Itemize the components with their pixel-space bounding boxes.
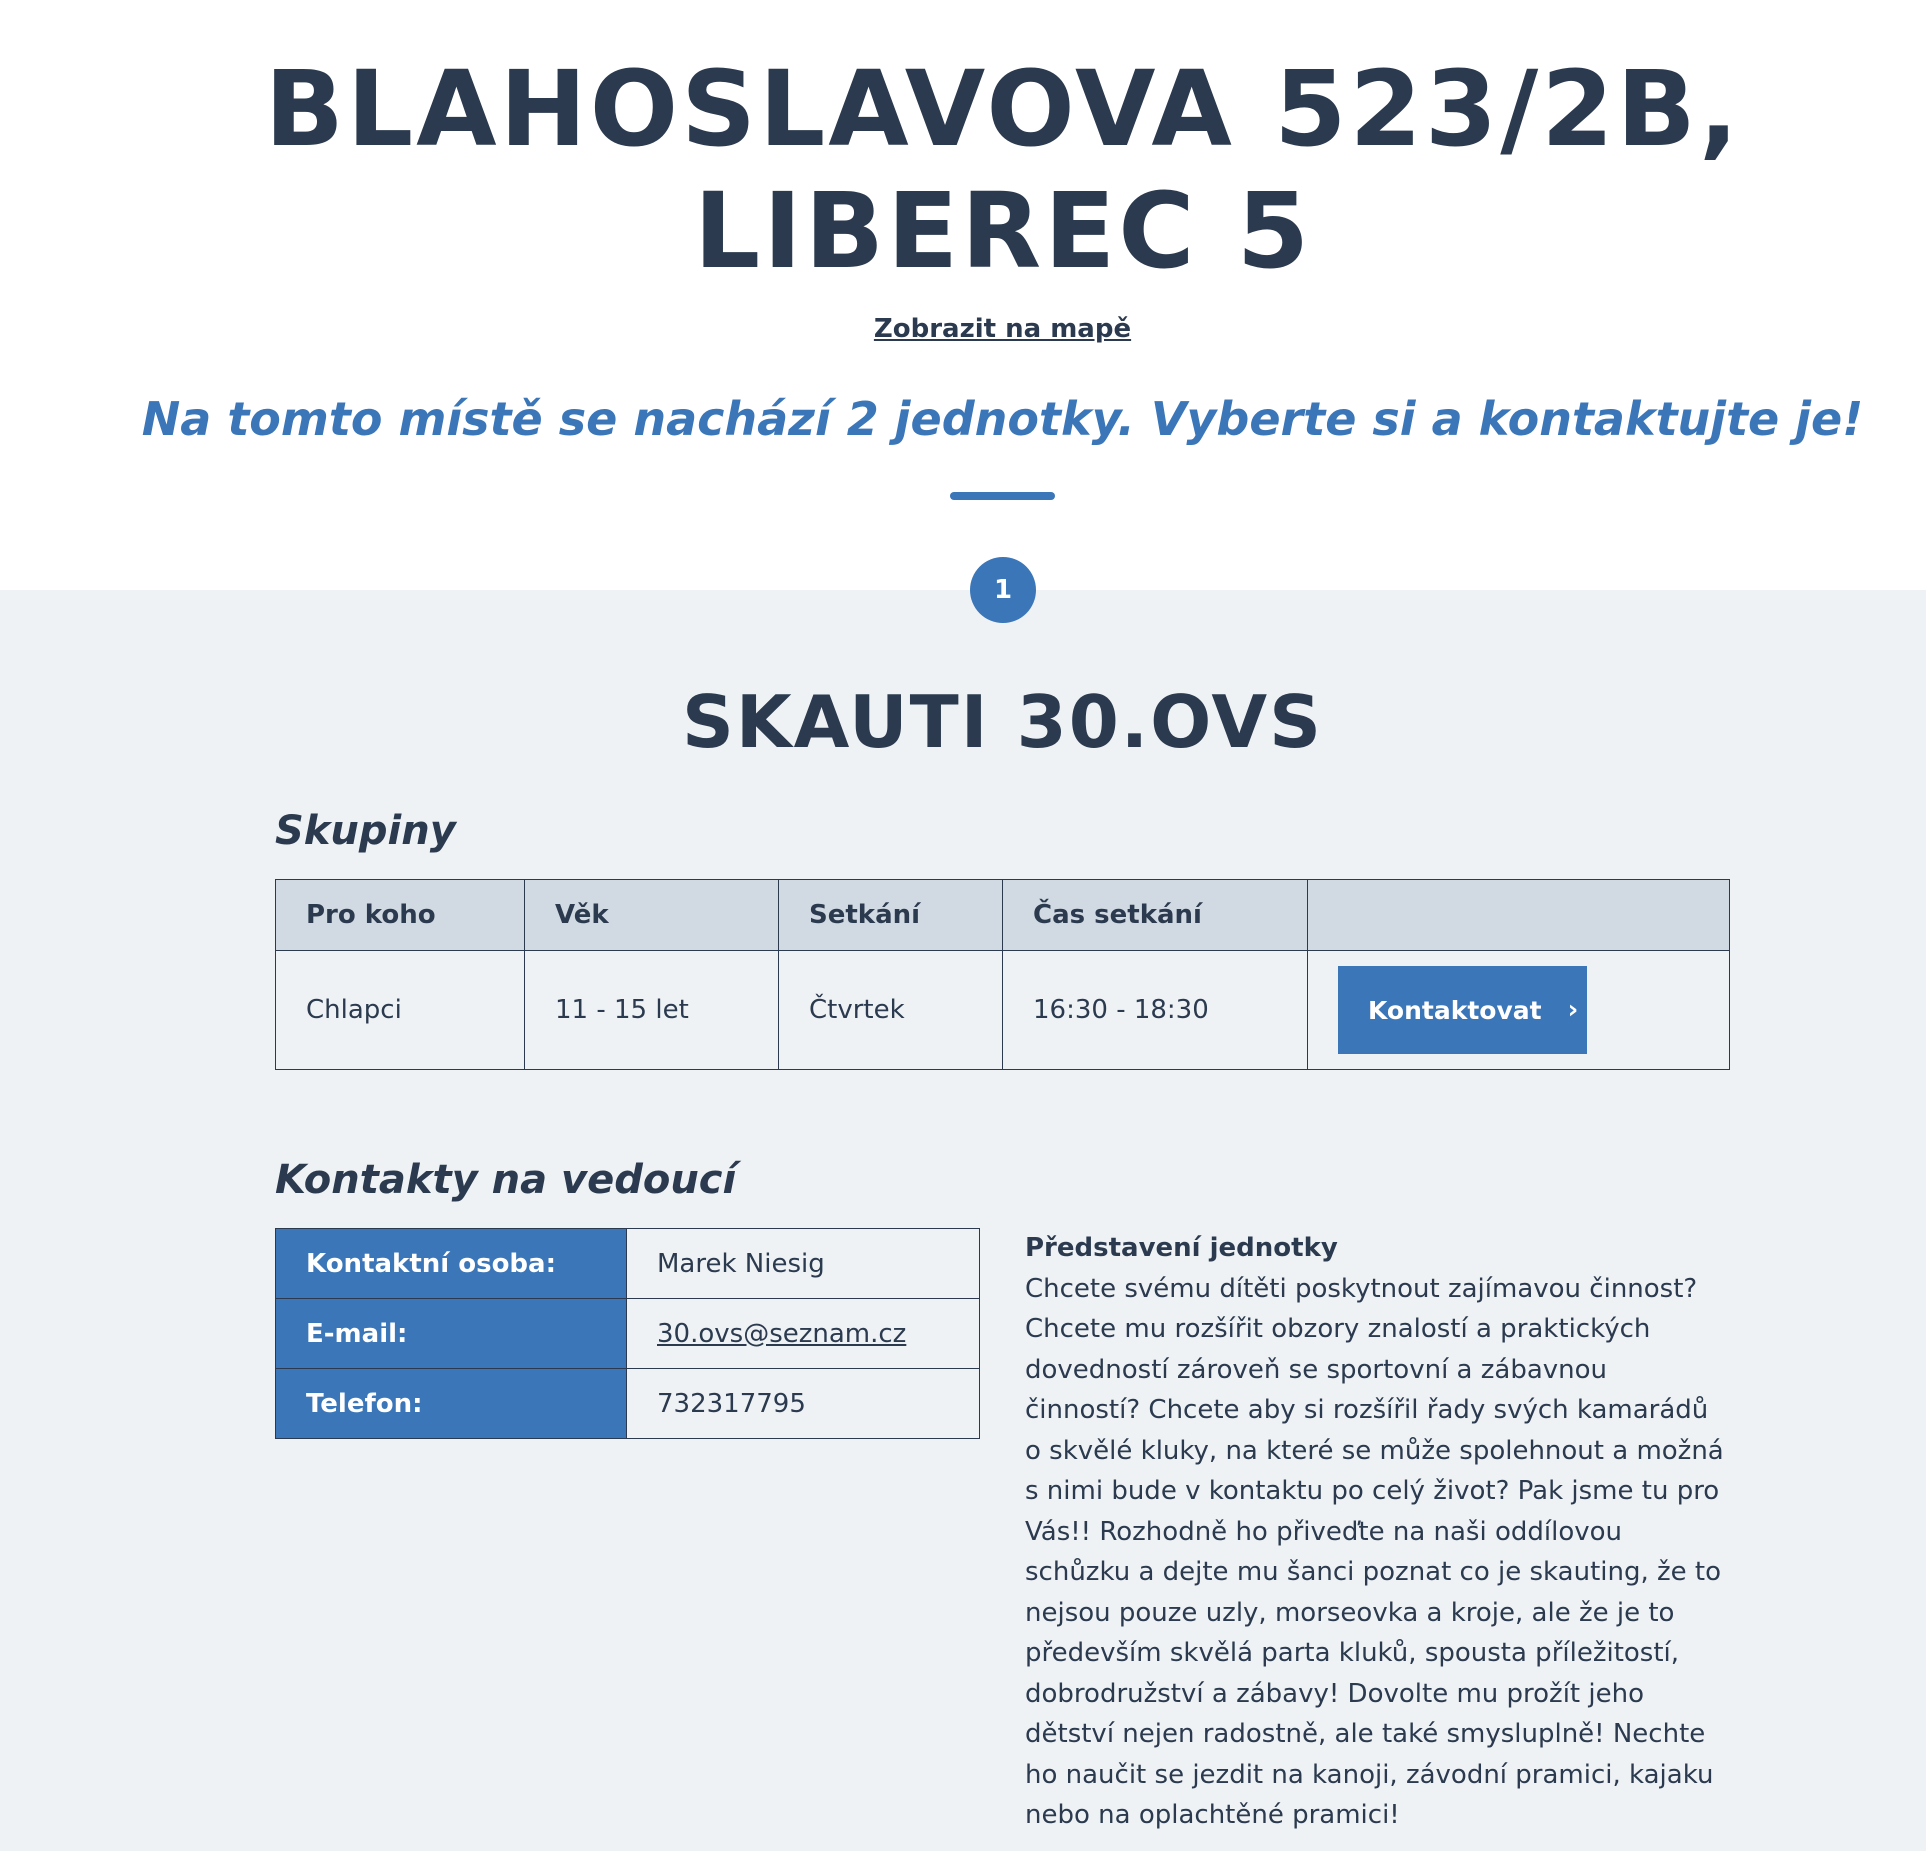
place-header [0, 0, 1926, 590]
groups-table-header [276, 880, 1730, 951]
unit-number-badge: 1 [970, 557, 1036, 623]
contact-button-label: Kontaktovat [1368, 995, 1542, 1025]
table-row [276, 951, 1730, 1070]
table-row [276, 1229, 980, 1299]
intro-heading: Představení jednotky [1025, 1233, 1338, 1263]
divider [950, 492, 1055, 500]
col-action [1308, 880, 1730, 951]
cell-meeting-time: 16:30 - 18:30 [1003, 951, 1308, 1070]
col-meeting-time: Čas setkání [1003, 880, 1308, 951]
table-row [276, 1299, 980, 1369]
email-cell [627, 1299, 980, 1369]
groups-heading: Skupiny [275, 808, 456, 854]
chevron-right-icon: › [1567, 995, 1579, 1025]
unit-introduction [1025, 1228, 1725, 1836]
col-age: Věk [525, 880, 779, 951]
col-for-whom: Pro koho [276, 880, 525, 951]
table-row [276, 1369, 980, 1439]
show-on-map-link[interactable]: Zobrazit na mapě [873, 314, 1132, 344]
map-link-wrapper [0, 314, 1926, 344]
cell-age: 11 - 15 let [525, 951, 779, 1070]
place-address: BLAHOSLAVOVA 523/2B, LIBEREC 5 [264, 48, 1742, 292]
contact-person-value: Marek Niesig [627, 1229, 980, 1299]
cell-meeting-day: Čtvrtek [779, 951, 1003, 1070]
unit-title: SKAUTI 30.OVS [682, 680, 1323, 764]
email-label: E-mail: [276, 1299, 627, 1369]
contact-button[interactable] [1338, 966, 1587, 1054]
intro-text: Chcete svému dítěti poskytnout zajímavou činnost? Chcete mu rozšířit obzory znalostí a praktických dovedností zároveň se sportovní a zábavnou činností? Chcete aby si rozšířil řady svých kamarádů o skvělé kluky, na které se může spolehnout a možná s nimi bude v kontaktu po celý život? Pak jsme tu pro Vás!! Rozhodně ho přiveďte na naši oddílovou schůzku a dejte mu šanci poznat co je skauting, že to nejsou pouze uzly, morseovka a kroje, ale že je to především skvělá parta kluků, spousta příležitostí, dobrodružství a zábavy! Dovolte mu prožít jeho dětství nejen radostně, ale také smysluplně! Nechte ho naučit se jezdit na kanoji, závodní pramici, kajaku nebo na oplachtěné pramici! [1025, 1273, 1724, 1830]
cell-action [1308, 951, 1730, 1070]
phone-value: 732317795 [627, 1369, 980, 1439]
cell-for-whom: Chlapci [276, 951, 525, 1070]
contacts-table [275, 1228, 980, 1439]
col-meeting-day: Setkání [779, 880, 1003, 951]
units-tagline: Na tomto místě se nachází 2 jednotky. Vyberte si a kontaktujte je! [141, 392, 1864, 446]
contacts-heading: Kontakty na vedoucí [275, 1157, 737, 1203]
phone-label: Telefon: [276, 1369, 627, 1439]
groups-table [275, 879, 1730, 1070]
contact-person-label: Kontaktní osoba: [276, 1229, 627, 1299]
email-link[interactable]: 30.ovs@seznam.cz [657, 1318, 907, 1349]
